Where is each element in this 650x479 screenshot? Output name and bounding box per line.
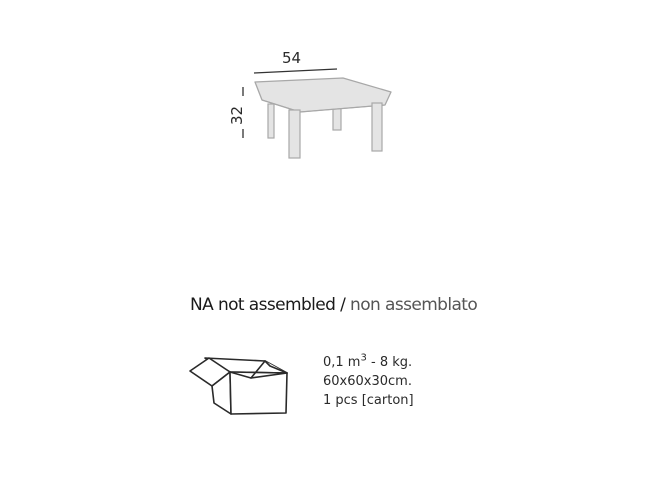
assembly-note-it: non assemblato — [345, 295, 478, 315]
width-dimension-line — [254, 69, 337, 73]
assembly-note-en: NA not assembled — [190, 295, 336, 315]
height-dimension-label: 32 — [228, 105, 247, 126]
volume-prefix: 0,1 m — [323, 355, 361, 370]
width-dimension-label: 54 — [282, 49, 302, 67]
table-leg-back-left — [268, 104, 274, 138]
packaging-volume-weight — [323, 353, 414, 372]
table-leg-front-right — [372, 103, 382, 151]
open-carton-icon — [190, 358, 287, 414]
assembly-note — [190, 295, 477, 315]
packaging-quantity: 1 pcs [carton] — [323, 393, 414, 408]
volume-exponent: 3 — [360, 352, 367, 364]
packaging-info — [323, 353, 414, 410]
packaging-size: 60x60x30cm. — [323, 374, 412, 389]
table-top — [255, 78, 391, 112]
table-leg-front-left — [289, 110, 300, 158]
assembly-separator: / — [335, 295, 346, 315]
weight: - 8 kg. — [366, 355, 413, 370]
